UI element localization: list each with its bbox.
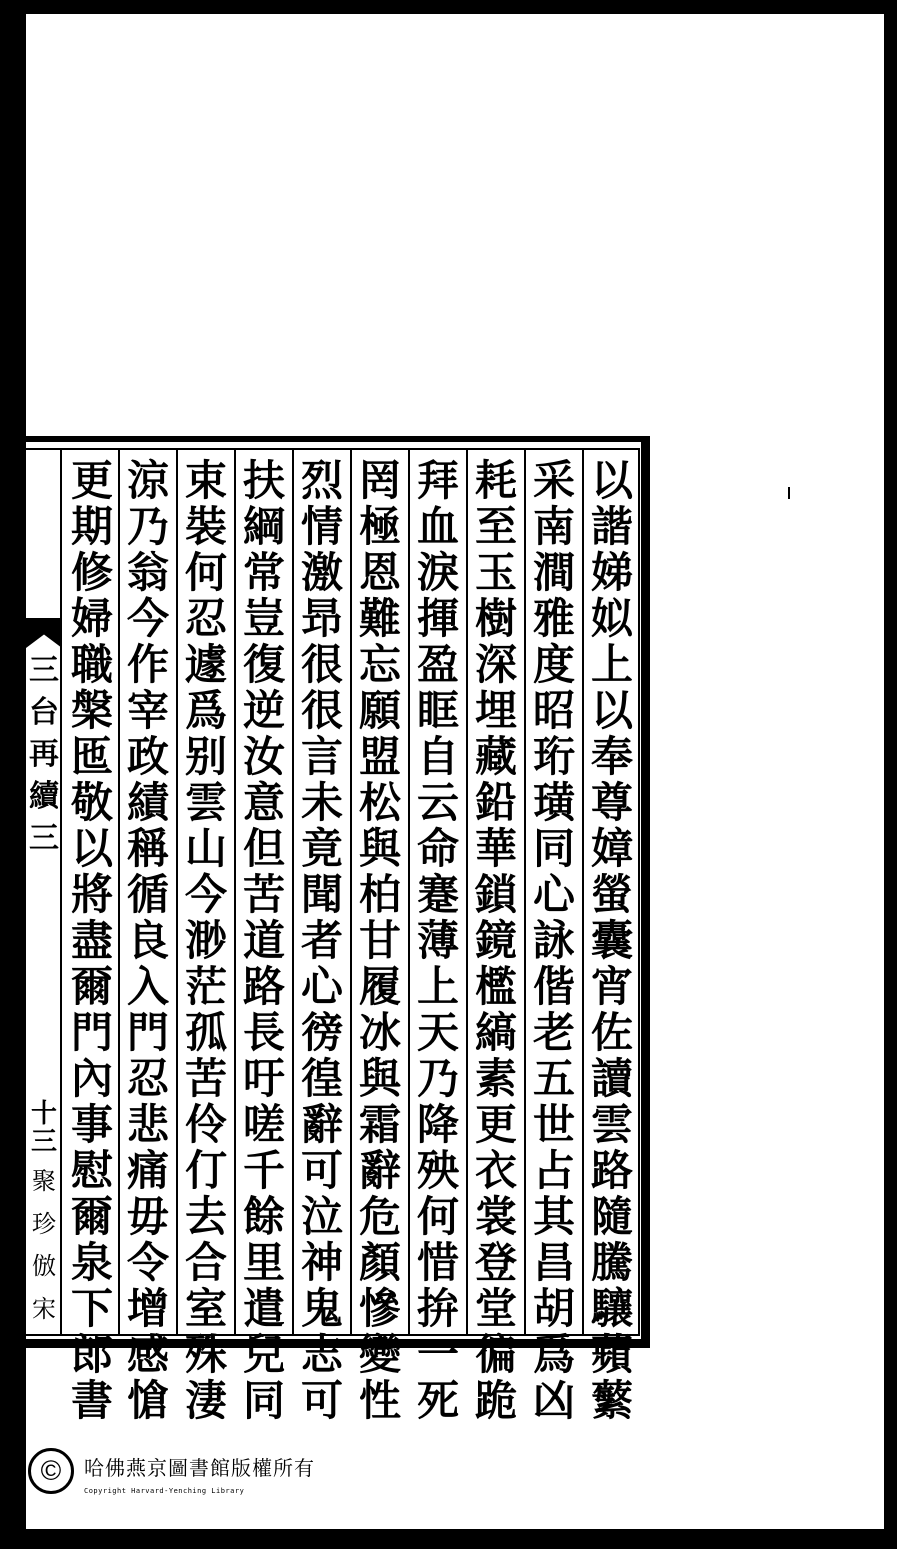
text-char: 鬼 [300,1284,343,1333]
text-char: 佐 [590,1008,633,1057]
column-rule [118,450,120,1334]
text-column [122,452,174,1425]
text-char: 裝 [184,502,227,551]
text-char: 鉛 [474,778,517,827]
text-char: 辭 [300,1100,343,1149]
text-char: 合 [184,1238,227,1287]
text-char: 爾 [70,962,113,1011]
text-char: 拜 [416,456,459,505]
text-char: 危 [358,1192,401,1241]
text-char: 增 [126,1284,169,1333]
column-rule [234,450,236,1334]
text-char: 稱 [126,824,169,873]
text-char: 政 [126,732,169,781]
text-char: 作 [126,640,169,689]
text-char: 但 [242,824,285,873]
text-char: 珩 [532,732,575,781]
text-char: 更 [474,1100,517,1149]
text-char: 隨 [590,1192,633,1241]
column-rule [176,450,178,1334]
column-rule [582,450,584,1334]
text-char: 很 [300,686,343,735]
text-char: 心 [300,962,343,1011]
text-char: 蘋 [590,1330,633,1379]
text-column [66,452,118,1425]
text-char: 澗 [532,548,575,597]
text-char: 霜 [358,1100,401,1149]
text-char: 囊 [590,916,633,965]
text-char: 伶 [184,1100,227,1149]
text-char: 命 [416,824,459,873]
text-char: 慘 [358,1284,401,1333]
text-char: 烈 [300,456,343,505]
text-char: 入 [126,962,169,1011]
text-char: 山 [184,824,227,873]
text-char: 徨 [300,1054,343,1103]
text-char: 以 [70,824,113,873]
margin-char: 宋 [32,1294,56,1323]
text-char: 逆 [242,686,285,735]
text-char: 內 [70,1054,113,1103]
text-char: 松 [358,778,401,827]
text-char: 爲 [532,1330,575,1379]
text-char: 意 [242,778,285,827]
text-char: 詠 [532,916,575,965]
text-char: 罔 [358,456,401,505]
text-char: 昌 [532,1238,575,1287]
text-char: 心 [532,870,575,919]
text-char: 長 [242,1008,285,1057]
text-char: 餘 [242,1192,285,1241]
margin-char: 再 [29,737,59,772]
text-char: 以 [590,686,633,735]
margin-char: 三 [29,821,59,856]
text-char: 别 [184,732,227,781]
text-char: 雲 [184,778,227,827]
text-char: 埋 [474,686,517,735]
text-char: 績 [126,778,169,827]
text-char: 樹 [474,594,517,643]
column-rule [408,450,410,1334]
text-char: 愴 [126,1376,169,1425]
margin-char: 倣 [32,1252,56,1281]
text-char: 揮 [416,594,459,643]
text-char: 鏡 [474,916,517,965]
text-char: 吁 [242,1054,285,1103]
text-char: 變 [358,1330,401,1379]
text-char: 爲 [184,686,227,735]
text-char: 者 [300,916,343,965]
text-column [412,452,464,1425]
text-char: 上 [416,962,459,1011]
text-char: 娣 [590,548,633,597]
text-char: 素 [474,1054,517,1103]
text-column [586,452,638,1425]
text-char: 孤 [184,1008,227,1057]
text-char: 痛 [126,1146,169,1195]
text-char: 鎖 [474,870,517,919]
text-char: 采 [532,456,575,505]
text-char: 去 [184,1192,227,1241]
text-char: 里 [242,1238,285,1287]
margin-book-title [28,650,60,860]
text-char: 華 [474,824,517,873]
text-char: 姒 [590,594,633,643]
margin-press-name [28,1160,60,1330]
text-char: 事 [70,1100,113,1149]
margin-char: 續 [29,779,59,814]
text-char: 良 [126,916,169,965]
text-char: 尊 [590,778,633,827]
text-char: 汝 [242,732,285,781]
text-char: 同 [532,824,575,873]
text-char: 敬 [70,778,113,827]
column-rule [466,450,468,1334]
text-char: 顏 [358,1238,401,1287]
text-char: 徬 [300,1008,343,1057]
text-char: 忍 [126,1054,169,1103]
text-char: 願 [358,686,401,735]
text-char: 聞 [300,870,343,919]
text-char: 情 [300,502,343,551]
text-char: 書 [70,1376,113,1425]
text-char: 深 [474,640,517,689]
text-char: 今 [126,594,169,643]
text-char: 甘 [358,916,401,965]
text-char: 縞 [474,1008,517,1057]
text-char: 胡 [532,1284,575,1333]
text-char: 登 [474,1238,517,1287]
copyright-chinese: 哈佛燕京圖書館版權所有 [84,1456,315,1480]
text-char: 門 [70,1008,113,1057]
text-char: 渺 [184,916,227,965]
text-char: 死 [416,1376,459,1425]
text-char: 諧 [590,502,633,551]
text-char: 以 [590,456,633,505]
text-char: 竟 [300,824,343,873]
text-char: 感 [126,1330,169,1379]
text-char: 可 [300,1376,343,1425]
text-char: 偕 [532,962,575,1011]
margin-page-number: 十三 [30,1099,57,1157]
text-char: 同 [242,1376,285,1425]
text-char: 天 [416,1008,459,1057]
text-char: 可 [300,1146,343,1195]
text-char: 毋 [126,1192,169,1241]
text-char: 血 [416,502,459,551]
text-char: 玉 [474,548,517,597]
text-char: 凶 [532,1376,575,1425]
text-char: 遽 [184,640,227,689]
text-char: 盟 [358,732,401,781]
text-char: 乃 [416,1054,459,1103]
text-char: 辭 [358,1146,401,1195]
margin-char: 三 [29,653,59,688]
text-char: 淚 [416,548,459,597]
text-char: 惜 [416,1238,459,1287]
text-char: 與 [358,824,401,873]
text-char: 老 [532,1008,575,1057]
text-column [296,452,348,1425]
text-char: 眶 [416,686,459,735]
text-char: 期 [70,502,113,551]
text-column [238,452,290,1425]
text-char: 嫜 [590,824,633,873]
text-char: 扶 [242,456,285,505]
text-char: 盈 [416,640,459,689]
text-char: 修 [70,548,113,597]
text-char: 恩 [358,548,401,597]
text-column [528,452,580,1425]
text-char: 藏 [474,732,517,781]
text-char: 降 [416,1100,459,1149]
text-char: 裳 [474,1192,517,1241]
text-char: 盡 [70,916,113,965]
text-char: 仃 [184,1146,227,1195]
text-char: 道 [242,916,285,965]
text-char: 昭 [532,686,575,735]
text-char: 與 [358,1054,401,1103]
text-char: 千 [242,1146,285,1195]
text-char: 占 [532,1146,575,1195]
text-char: 郎 [70,1330,113,1379]
text-char: 讀 [590,1054,633,1103]
text-char: 度 [532,640,575,689]
text-char: 雅 [532,594,575,643]
text-char: 堂 [474,1284,517,1333]
text-char: 忍 [184,594,227,643]
text-char: 檻 [474,962,517,1011]
text-char: 何 [184,548,227,597]
text-column [180,452,232,1425]
text-char: 一 [416,1330,459,1379]
text-char: 兒 [242,1330,285,1379]
text-char: 將 [70,870,113,919]
text-char: 泉 [70,1238,113,1287]
text-char: 槃 [70,686,113,735]
copyright-icon: © [28,1448,74,1494]
text-char: 昻 [300,594,343,643]
text-char: 循 [126,870,169,919]
text-char: 遣 [242,1284,285,1333]
text-char: 云 [416,778,459,827]
text-char: 路 [242,962,285,1011]
text-char: 豈 [242,594,285,643]
text-char: 門 [126,1008,169,1057]
text-char: 雲 [590,1100,633,1149]
text-char: 極 [358,502,401,551]
text-char: 徧 [474,1330,517,1379]
text-char: 綱 [242,502,285,551]
text-char: 苦 [242,870,285,919]
text-char: 下 [70,1284,113,1333]
text-char: 路 [590,1146,633,1195]
text-char: 何 [416,1192,459,1241]
text-char: 束 [184,456,227,505]
text-char: 柏 [358,870,401,919]
text-char: 奉 [590,732,633,781]
text-char: 苦 [184,1054,227,1103]
text-char: 跪 [474,1376,517,1425]
text-char: 宵 [590,962,633,1011]
text-char: 蘩 [590,1376,633,1425]
text-char: 職 [70,640,113,689]
text-char: 螢 [590,870,633,919]
text-char: 璜 [532,778,575,827]
text-char: 更 [70,456,113,505]
text-char: 冰 [358,1008,401,1057]
text-char: 常 [242,548,285,597]
text-char: 南 [532,502,575,551]
text-char: 耗 [474,456,517,505]
text-column [354,452,406,1425]
text-char: 志 [300,1330,343,1379]
margin-char: 珍 [32,1209,56,1238]
text-char: 今 [184,870,227,919]
column-rule [292,450,294,1334]
text-char: 宰 [126,686,169,735]
text-char: 激 [300,548,343,597]
text-char: 涼 [126,456,169,505]
text-char: 難 [358,594,401,643]
text-char: 淒 [184,1376,227,1425]
text-char: 神 [300,1238,343,1287]
text-char: 蹇 [416,870,459,919]
text-char: 言 [300,732,343,781]
column-rule [524,450,526,1334]
text-char: 很 [300,640,343,689]
text-char: 至 [474,502,517,551]
text-char: 忘 [358,640,401,689]
margin-char: 聚 [32,1167,56,1196]
text-char: 復 [242,640,285,689]
text-char: 其 [532,1192,575,1241]
text-char: 上 [590,640,633,689]
text-char: 匜 [70,732,113,781]
column-rule [350,450,352,1334]
text-char: 泣 [300,1192,343,1241]
text-char: 履 [358,962,401,1011]
text-char: 殃 [416,1146,459,1195]
text-char: 茫 [184,962,227,1011]
text-char: 室 [184,1284,227,1333]
text-char: 五 [532,1054,575,1103]
copyright-english: Copyright Harvard-Yenching Library [84,1487,245,1495]
text-char: 婦 [70,594,113,643]
text-char: 悲 [126,1100,169,1149]
text-char: 翁 [126,548,169,597]
text-char: 自 [416,732,459,781]
text-char: 世 [532,1100,575,1149]
text-char: 慰 [70,1146,113,1195]
text-char: 衣 [474,1146,517,1195]
text-char: 令 [126,1238,169,1287]
text-char: 騰 [590,1238,633,1287]
text-char: 拚 [416,1284,459,1333]
text-char: 驤 [590,1284,633,1333]
text-char: 性 [358,1376,401,1425]
stray-mark [788,487,790,499]
margin-char: 台 [29,695,59,730]
text-char: 未 [300,778,343,827]
text-char: 爾 [70,1192,113,1241]
text-char: 殊 [184,1330,227,1379]
text-char: 乃 [126,502,169,551]
text-char: 薄 [416,916,459,965]
text-char: 嗟 [242,1100,285,1149]
text-column [470,452,522,1425]
